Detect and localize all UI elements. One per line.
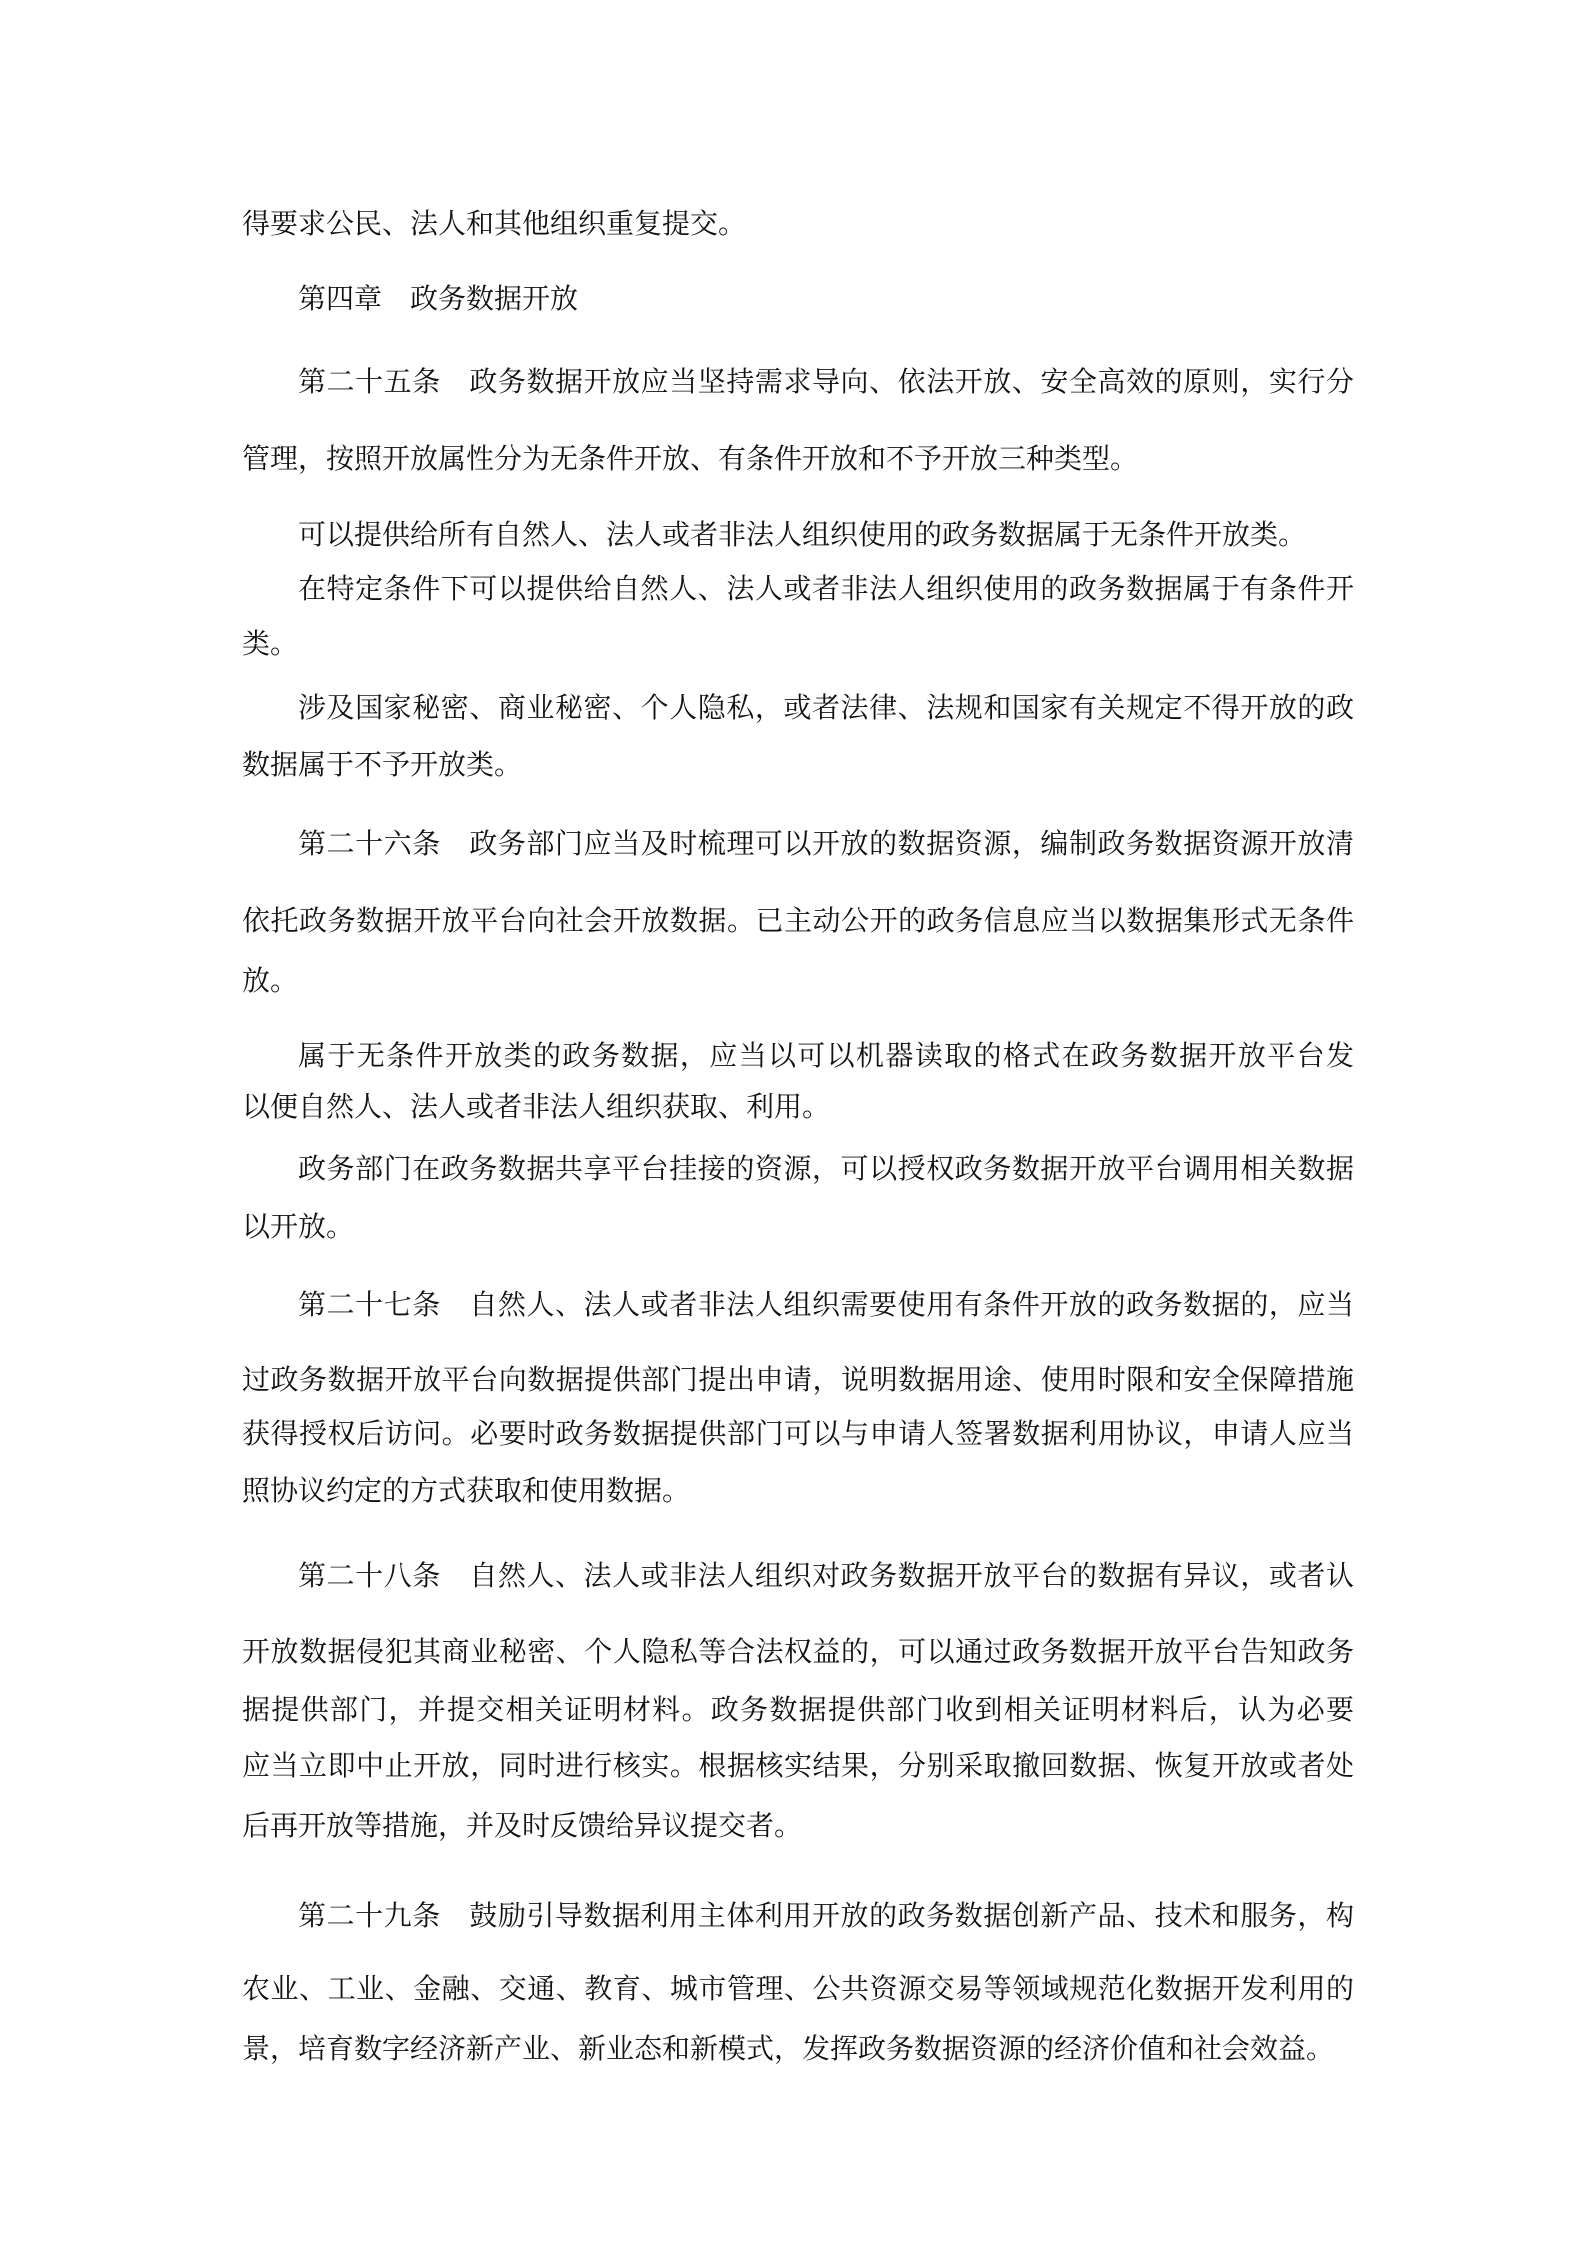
text-line: 农业、工业、金融、交通、教育、城市管理、公共资源交易等领域规范化数据开发利用的: [242, 1972, 1354, 2005]
text-line: 第二十七条 自然人、法人或者非法人组织需要使用有条件开放的政务数据的，应当: [298, 1288, 1354, 1321]
text-line: 管理，按照开放属性分为无条件开放、有条件开放和不予开放三种类型。: [242, 442, 1139, 475]
text-line: 可以提供给所有自然人、法人或者非法人组织使用的政务数据属于无条件开放类。: [298, 518, 1307, 551]
text-line: 第二十六条 政务部门应当及时梳理可以开放的数据资源，编制政务数据资源开放清: [298, 827, 1354, 860]
text-line: 类。: [242, 627, 299, 660]
text-line: 涉及国家秘密、商业秘密、个人隐私，或者法律、法规和国家有关规定不得开放的政: [298, 691, 1354, 724]
text-line: 景，培育数字经济新产业、新业态和新模式，发挥政务数据资源的经济价值和社会效益。: [242, 2032, 1335, 2065]
text-line: 开放数据侵犯其商业秘密、个人隐私等合法权益的，可以通过政务数据开放平台告知政务: [242, 1635, 1354, 1668]
text-line: 后再开放等措施，并及时反馈给异议提交者。: [242, 1809, 803, 1842]
text-line: 以便自然人、法人或者非法人组织获取、利用。: [242, 1090, 831, 1123]
text-line: 以开放。: [242, 1210, 355, 1243]
text-line: 数据属于不予开放类。: [242, 748, 523, 781]
text-line: 第二十九条 鼓励引导数据利用主体利用开放的政务数据创新产品、技术和服务，构: [298, 1899, 1354, 1932]
text-line: 过政务数据开放平台向数据提供部门提出申请，说明数据用途、使用时限和安全保障措施: [242, 1363, 1354, 1396]
text-line: 获得授权后访问。必要时政务数据提供部门可以与申请人签署数据利用协议，申请人应当: [242, 1417, 1354, 1450]
text-line: 政务部门在政务数据共享平台挂接的资源，可以授权政务数据开放平台调用相关数据: [298, 1152, 1354, 1185]
text-line: 应当立即中止开放，同时进行核实。根据核实结果，分别采取撤回数据、恢复开放或者处: [242, 1749, 1354, 1782]
text-line: 放。: [242, 964, 299, 997]
text-line: 据提供部门，并提交相关证明材料。政务数据提供部门收到相关证明材料后，认为必要: [242, 1693, 1354, 1726]
text-line: 第四章 政务数据开放: [298, 282, 579, 315]
text-line: 得要求公民、法人和其他组织重复提交。: [242, 207, 747, 240]
text-line: 第二十八条 自然人、法人或非法人组织对政务数据开放平台的数据有异议，或者认: [298, 1559, 1354, 1592]
text-line: 依托政务数据开放平台向社会开放数据。已主动公开的政务信息应当以数据集形式无条件: [242, 904, 1354, 937]
text-line: 第二十五条 政务数据开放应当坚持需求导向、依法开放、安全高效的原则，实行分: [298, 365, 1354, 398]
text-line: 在特定条件下可以提供给自然人、法人或者非法人组织使用的政务数据属于有条件开: [298, 572, 1354, 605]
text-line: 照协议约定的方式获取和使用数据。: [242, 1474, 691, 1507]
text-line: 属于无条件开放类的政务数据，应当以可以机器读取的格式在政务数据开放平台发: [298, 1039, 1354, 1072]
